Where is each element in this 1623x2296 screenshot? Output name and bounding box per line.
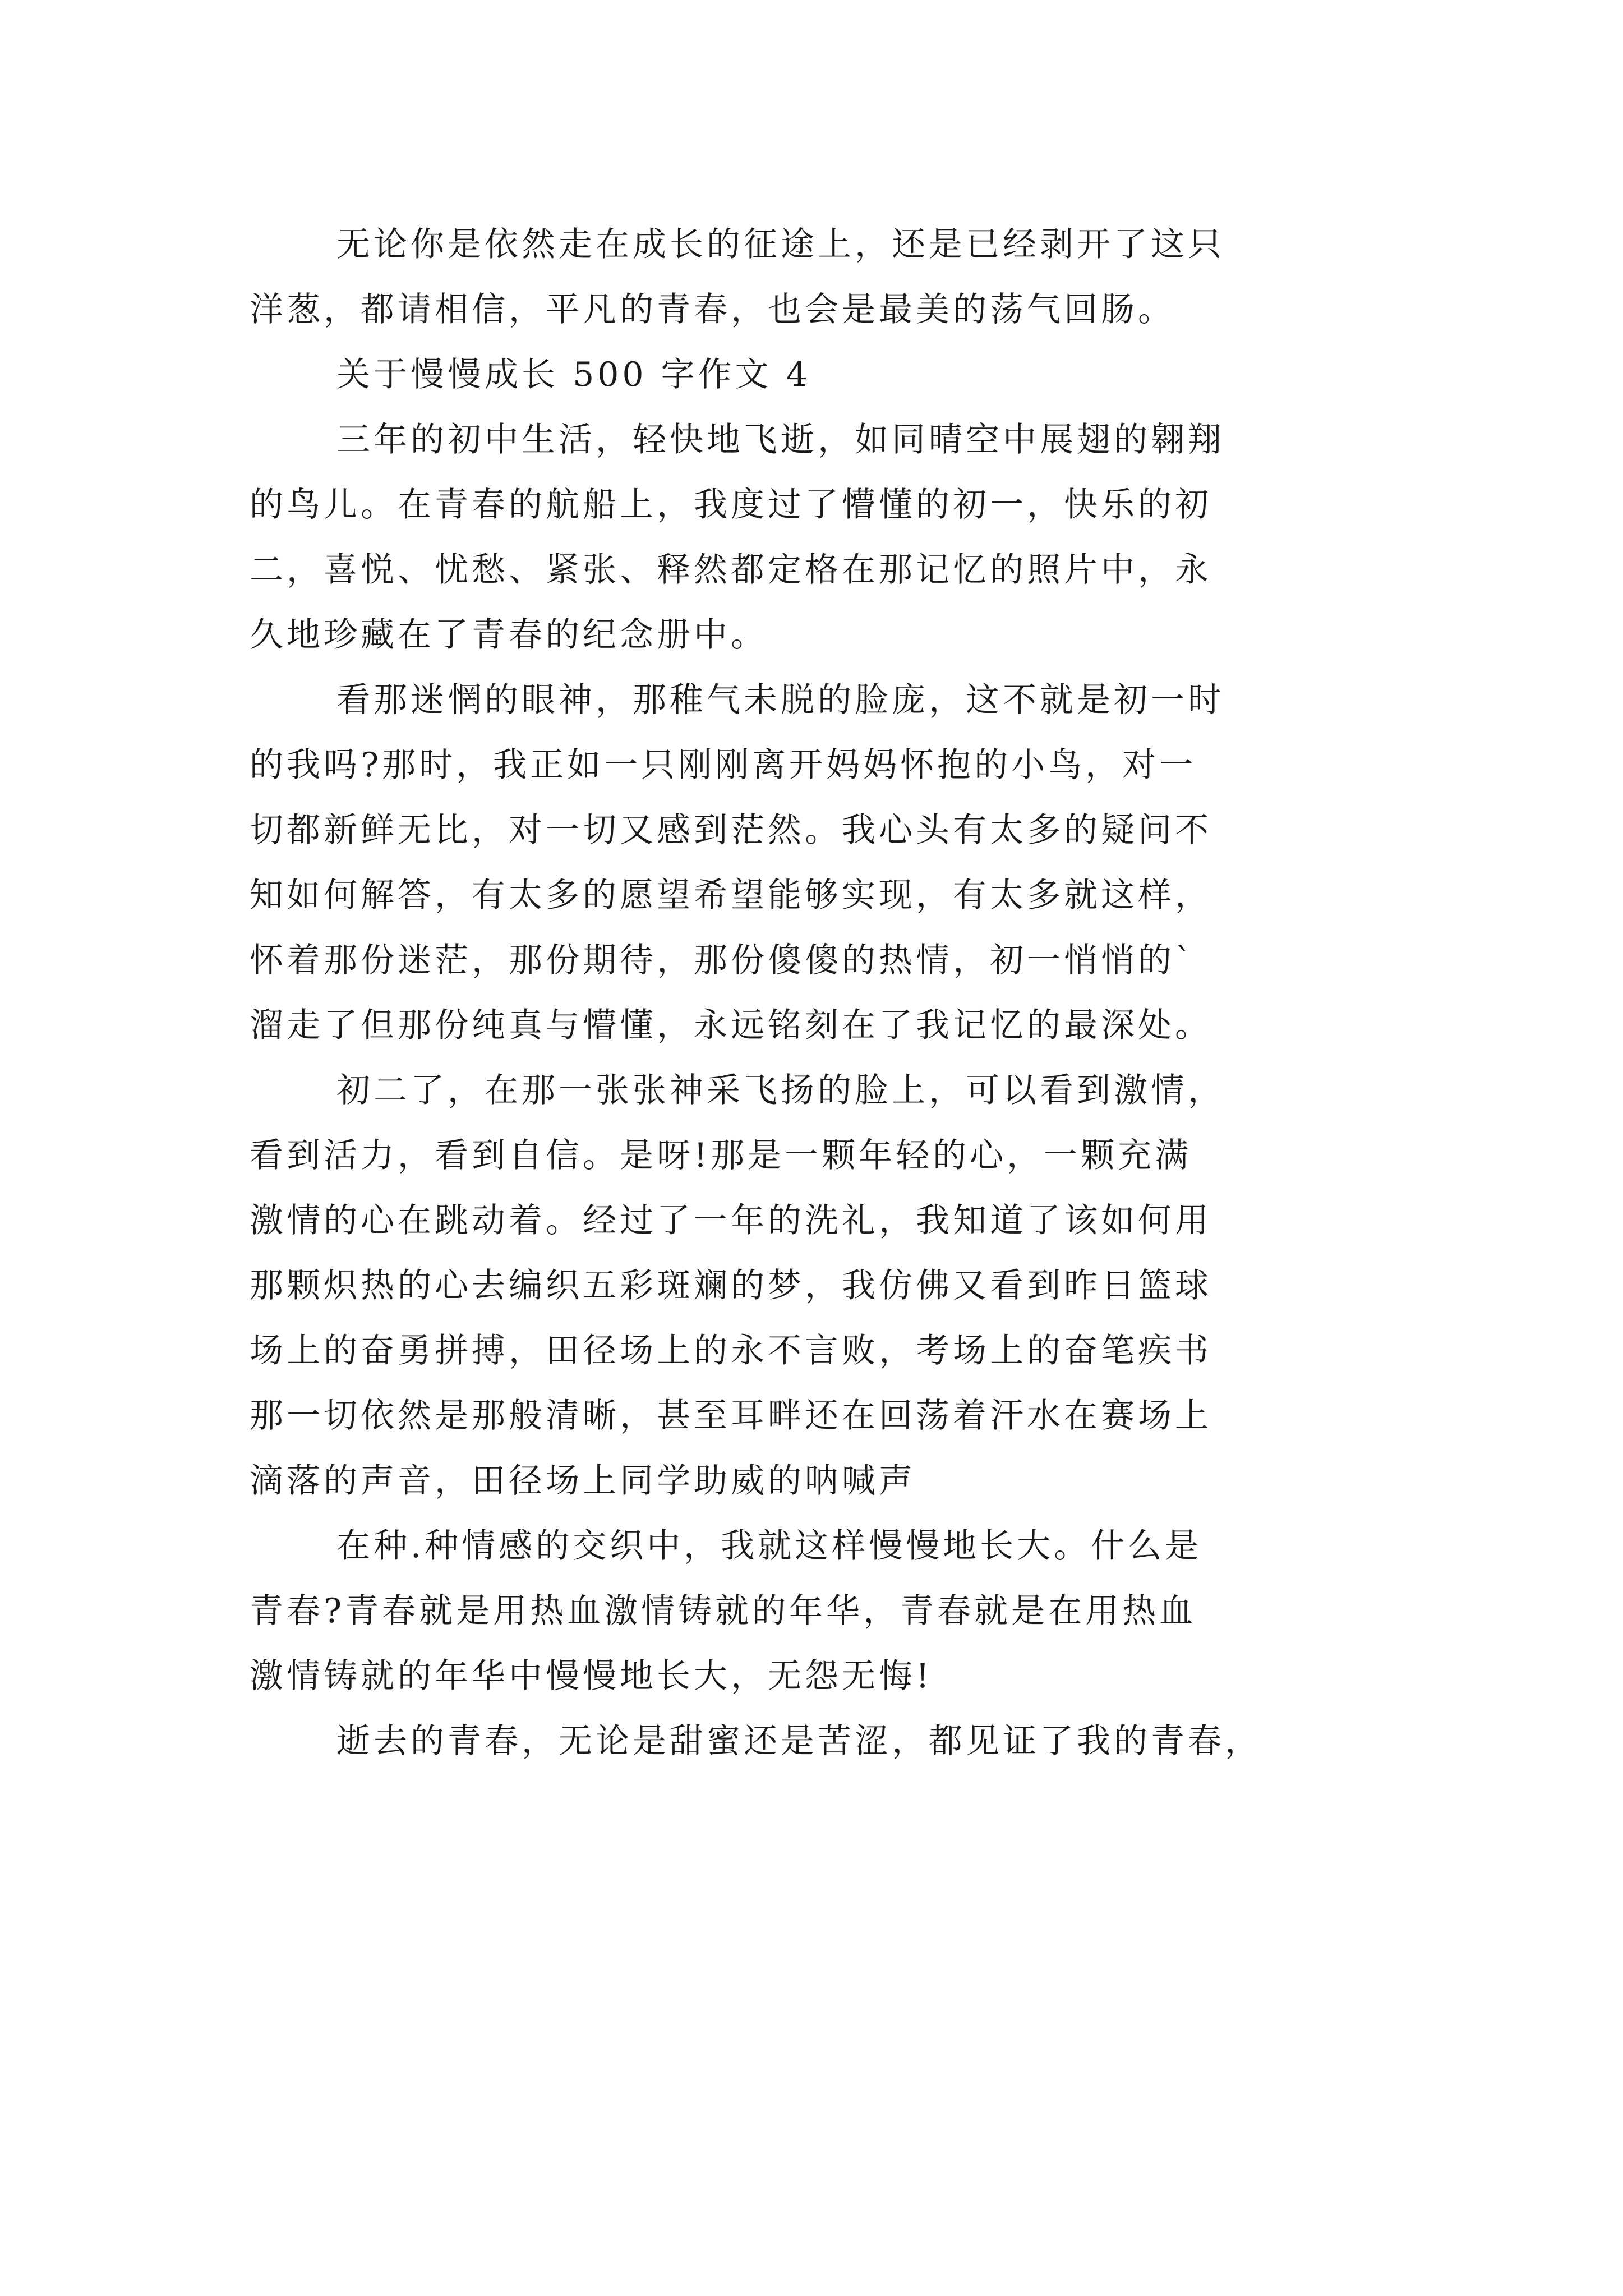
- text-line: 青春?青春就是用热血激情铸就的年华，青春就是在用热血: [250, 1591, 1197, 1631]
- section-heading: [250, 342, 1382, 407]
- text-line: 溜走了但那份纯真与懵懂，永远铭刻在了我记忆的最深处。: [250, 1006, 1212, 1045]
- text-line: 的我吗?那时，我正如一只刚刚离开妈妈怀抱的小鸟，对一: [250, 746, 1197, 785]
- paragraph: [250, 212, 1382, 342]
- text-line: 三年的初中生活，轻快地飞逝，如同晴空中展翅的翱翔: [336, 420, 1225, 459]
- text-line: 洋葱，都请相信，平凡的青春，也会是最美的荡气回肠。: [250, 290, 1175, 329]
- text-line: 激情的心在跳动着。经过了一年的洗礼，我知道了该如何用: [250, 1201, 1212, 1240]
- heading-line: 关于慢慢成长 500 字作文 4: [336, 355, 811, 394]
- text-line: 初二了，在那一张张神采飞扬的脸上，可以看到激情，: [336, 1071, 1225, 1110]
- text-line: 看那迷惘的眼神，那稚气未脱的脸庞，这不就是初一时: [336, 680, 1225, 720]
- text-line: 那颗炽热的心去编织五彩斑斓的梦，我仿佛又看到昨日篮球: [250, 1266, 1212, 1305]
- text-line: 激情铸就的年华中慢慢地长大，无怨无悔!: [250, 1657, 933, 1696]
- paragraph: [250, 668, 1382, 1058]
- text-line: 看到活力，看到自信。是呀!那是一颗年轻的心，一颗充满: [250, 1136, 1192, 1175]
- text-line: 那一切依然是那般清晰，甚至耳畔还在回荡着汗水在赛场上: [250, 1396, 1212, 1435]
- text-line: 切都新鲜无比，对一切又感到茫然。我心头有太多的疑问不: [250, 811, 1212, 850]
- paragraph: [250, 1709, 1382, 1774]
- text-line: 怀着那份迷茫，那份期待，那份傻傻的热情，初一悄悄的`: [250, 941, 1195, 980]
- paragraph: [250, 1058, 1382, 1513]
- document-body: [250, 212, 1382, 1774]
- text-line: 无论你是依然走在成长的征途上，还是已经剥开了这只: [336, 225, 1225, 264]
- paragraph: [250, 407, 1382, 668]
- text-line: 滴落的声音，田径场上同学助威的呐喊声: [250, 1461, 916, 1501]
- text-line: 的鸟儿。在青春的航船上，我度过了懵懂的初一，快乐的初: [250, 485, 1212, 524]
- text-line: 在种.种情感的交织中，我就这样慢慢地长大。什么是: [336, 1526, 1202, 1566]
- text-line: 二，喜悦、忧愁、紧张、释然都定格在那记忆的照片中，永: [250, 550, 1212, 590]
- text-line: 逝去的青春，无论是甜蜜还是苦涩，都见证了我的青春，: [336, 1722, 1262, 1761]
- text-line: 知如何解答，有太多的愿望希望能够实现，有太多就这样，: [250, 876, 1212, 915]
- text-line: 久地珍藏在了青春的纪念册中。: [250, 615, 768, 655]
- text-line: 场上的奋勇拼搏，田径场上的永不言败，考场上的奋笔疾书: [250, 1331, 1212, 1370]
- paragraph: [250, 1513, 1382, 1709]
